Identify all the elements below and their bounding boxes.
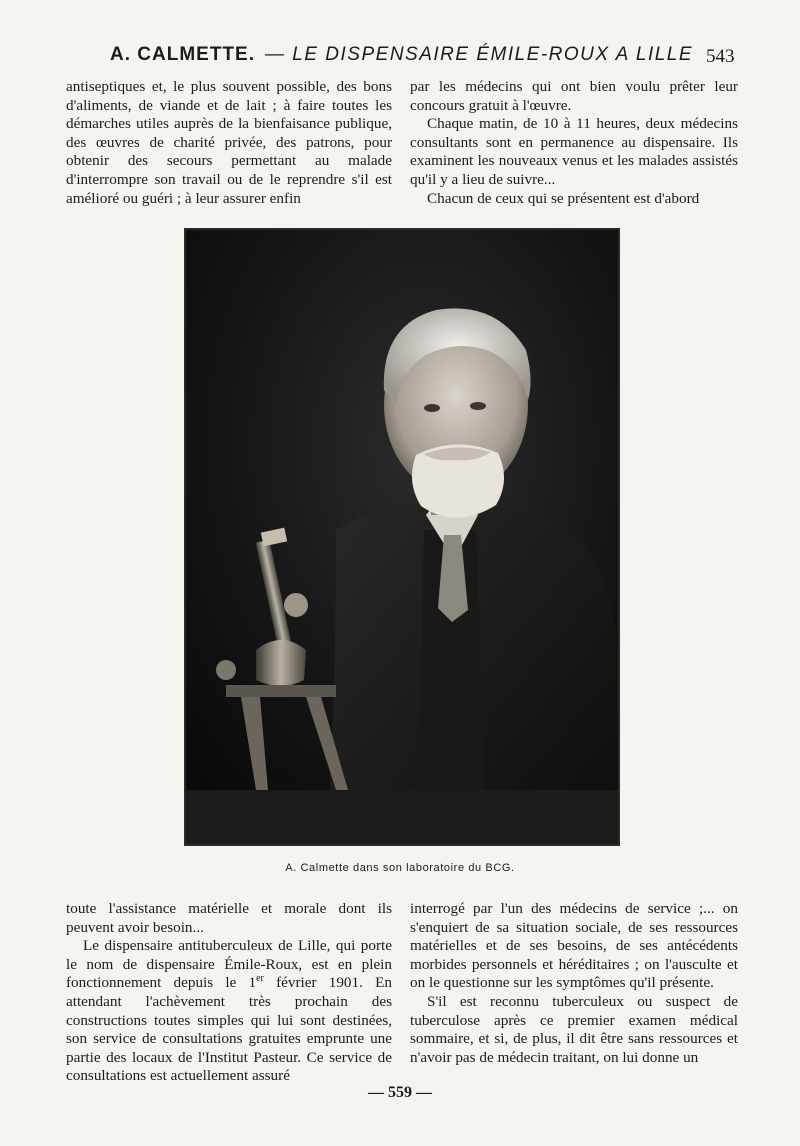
header-title: — LE DISPENSAIRE ÉMILE-ROUX A LILLE [265, 44, 694, 65]
paragraph-text: février 1901. En attendant l'achèvement très prochain des constructions toutes simples qui lui sont destinées, son service de consultations gratuites emprunte une partie des locaux de l'Institut Pasteur. Ce service de consultations est actuellement assuré [66, 974, 392, 1085]
header-author: A. CALMETTE. [110, 44, 255, 65]
page-folio: — 559 — [368, 1084, 432, 1101]
portrait-photograph [184, 228, 620, 846]
paragraph: toute l'assistance matérielle et morale dont ils peuvent avoir besoin... [66, 900, 392, 936]
paragraph: Chaque matin, de 10 à 11 heures, deux médecins consultants sont en permanence au dispensaire. Ils examinent les nouveaux venus et les malades assistés qu'il y a lieu de suivre... [410, 115, 738, 188]
bottom-left-column [66, 900, 392, 1086]
bottom-right-column [410, 900, 738, 1067]
top-left-column [66, 78, 392, 208]
portrait-illustration [186, 230, 618, 844]
superscript: er [256, 973, 264, 985]
paragraph: S'il est reconnu tuberculeux ou suspect de tuberculose après ce premier examen médical sommaire, et si, de plus, il dit être sans ressources et n'avoir pas de médecin traitant, on lui donne un [410, 992, 738, 1066]
paragraph-text: Le dispensaire antituberculeux de Lille, qui porte le nom de dispensaire Émile-Roux, est en plein fonctionnement depuis le 1 [66, 937, 392, 992]
paragraph: interrogé par l'un des médecins de service ;... on s'enquiert de sa situation sociale, de ses ressources matérielles et de ses besoins, de ses antécédents morbides personnels et héréditaires ; on l'ausculte et on le questionne sur les symptômes qu'il présente. [410, 900, 738, 992]
paragraph: par les médecins qui ont bien voulu prêter leur concours gratuit à l'œuvre. [410, 78, 738, 114]
top-right-column [410, 78, 738, 208]
header-page-number: 543 [706, 46, 735, 67]
paragraph: Chacun de ceux qui se présentent est d'abord [427, 189, 700, 207]
paragraph [66, 937, 392, 1086]
paragraph: antiseptiques et, le plus souvent possible, des bons d'aliments, de viande et de lait ; à faire toutes les démarches utiles auprès de la bienfaisance publique, des œuvres de charité privée, des patrons, pour obtenir des secours permettant au malade d'interrompre son travail ou de le reprendre s'il est amélioré ou guéri ; à leur assurer enfin [66, 78, 392, 207]
running-header [0, 40, 800, 70]
figure-caption: A. Calmette dans son laboratoire du BCG. [285, 862, 515, 874]
